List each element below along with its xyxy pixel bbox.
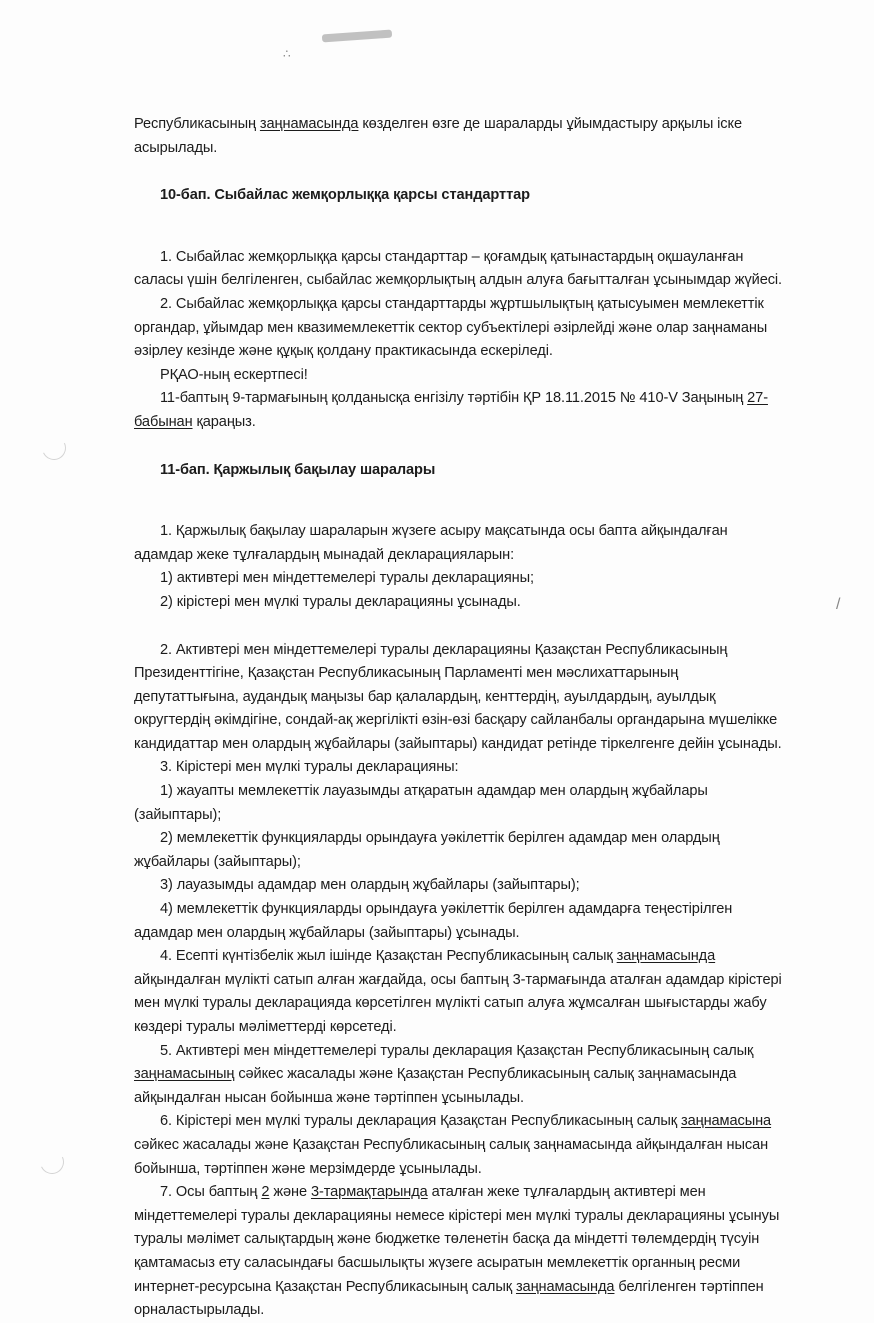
article-10-paragraph-1: 1. Сыбайлас жемқорлыққа қарсы стандарттар – қоғамдық қатынастардың оқшауланған саласы үшін белгіленген, сыбайлас жемқорлықтың алдын алуға бағытталған ұсынымдар жүйесі. (134, 248, 783, 289)
list-item: 4) мемлекеттік функцияларды орындауға уәкілеттік берілген адамдарға теңестірілген адамдар мен олардың жұбайлары (зайыптары) ұсынады. (134, 901, 733, 941)
intro-paragraph: Республикасының заңнамасында көзделген өзге де шараларды ұйымдастыру арқылы іске асырылады. (134, 116, 742, 156)
paragraph-2-link[interactable]: 2 (261, 1184, 270, 1201)
article-10-paragraph-2: 2. Сыбайлас жемқорлыққа қарсы стандарттарды жұртшылықтың қатысуымен мемлекеттік органдар, ұйымдар мен квазимемлекеттік сектор субъектілері әзірлейді және олар заңнаманы әзірлеу кезінде және құқық қолдану практикасында ескеріледі. (134, 295, 768, 360)
article-11-paragraph-4: 4. Есепті күнтізбелік жыл ішінде Қазақстан Республикасының салық заңнамасында айқындалған мүлікті сатып алған жағдайда, осы баптың 3-тармағында аталған адамдар кірістері мен мүлкі туралы декларацияда көрсетілген мүлікті сатып алуға жұмсалған шығыстарды жабу көздері туралы мәліметтерді көрсетеді. (134, 948, 782, 1035)
tax-law-link[interactable]: заңнамасында (515, 1278, 615, 1295)
list-item: 2) мемлекеттік функцияларды орындауға уәкілеттік берілген адамдар мен олардың жұбайлары (зайыптары); (134, 830, 720, 870)
list-item: 2) кірістері мен мүлкі туралы декларацияны ұсынады. (160, 593, 521, 610)
tax-law-link[interactable]: заңнамасына (681, 1113, 772, 1130)
article-11-paragraph-2: 2. Активтері мен міндеттемелері туралы декларацияны Қазақстан Республикасының Президенттігіне, Қазақстан Республикасының Парламенті мен мәслихаттарының депутаттығына, аудандық маңызы бар қалалардың, кенттердің, ауылдардың, ауылдық округтердің әкімдігіне, сондай-ақ жергілікті өзін-өзі басқару сайланбалы органдарына мүшелікке кандидаттар мен олардың жұбайлары (зайыптары) кандидат ретінде тіркелгенге дейін ұсынады. (134, 641, 782, 752)
list-item: 3) лауазымды адамдар мен олардың жұбайлары (зайыптары); (160, 877, 580, 894)
margin-mark: / (836, 596, 841, 613)
document-page (134, 113, 784, 1323)
article-11-paragraph-3: 3. Кірістері мен мүлкі туралы декларацияны: (160, 759, 459, 776)
scan-artifact (322, 30, 392, 43)
scan-speck: ∴ (283, 47, 291, 61)
article-11-paragraph-5: 5. Активтері мен міндеттемелері туралы декларация Қазақстан Республикасының салық заңнамасының сәйкес жасалады және Қазақстан Республикасының салық заңнамасында айқындалған нысан бойынша және тәртіппен ұсынылады. (134, 1042, 754, 1106)
list-item: 1) активтері мен міндеттемелері туралы декларацияны; (160, 570, 534, 587)
article-27-link[interactable]: 27-бабынан (134, 390, 768, 430)
article-10-heading: 10-бап. Сыбайлас жемқорлыққа қарсы стандарттар (160, 187, 530, 204)
editor-note-title: РҚАО-ның ескертпесі! (160, 366, 308, 383)
law-link[interactable]: заңнамасында (259, 116, 359, 132)
punch-hole-mark (37, 1147, 68, 1178)
article-11-paragraph-7: 7. Осы баптың 2 және 3-тармақтарында аталған жеке тұлғалардың активтері мен міндеттемелері туралы декларацияны немесе кірістері мен мүлкі туралы декларацияны ұсынуы туралы мәлімет салықтардың және бюджетке төленетін басқа да міндетті төлемдердің түсуін қамтамасыз ету саласындағы басшылықты жүзеге асыратын мемлекеттік органның ресми интернет-ресурсына Қазақстан Республикасының салық заңнамасында белгіленген тәртіппен орналастырылады. (134, 1184, 780, 1319)
editor-note-text: 11-баптың 9-тармағының қолданысқа енгізілу тәртібін ҚР 18.11.2015 № 410-V Заңының 27-бабынан қараңыз. (134, 390, 768, 430)
punch-hole-mark (39, 433, 70, 464)
tax-law-link[interactable]: заңнамасында (616, 948, 716, 965)
article-11-heading: 11-бап. Қаржылық бақылау шаралары (160, 461, 436, 478)
article-11-paragraph-6: 6. Кірістері мен мүлкі туралы декларация Қазақстан Республикасының салық заңнамасына сәйкес жасалады және Қазақстан Республикасының салық заңнамасында айқындалған нысан бойынша, тәртіппен және мерзімдерде ұсынылады. (134, 1113, 772, 1177)
list-item: 1) жауапты мемлекеттік лауазымды атқаратын адамдар мен олардың жұбайлары (зайыптары); (134, 783, 708, 823)
paragraph-3-link[interactable]: 3-тармақтарында (310, 1184, 428, 1201)
article-11-paragraph-1: 1. Қаржылық бақылау шараларын жүзеге асыру мақсатында осы бапта айқындалған адамдар жеке тұлғалардың мынадай декларацияларын: (134, 523, 728, 563)
tax-law-link[interactable]: заңнамасының (134, 1066, 235, 1083)
